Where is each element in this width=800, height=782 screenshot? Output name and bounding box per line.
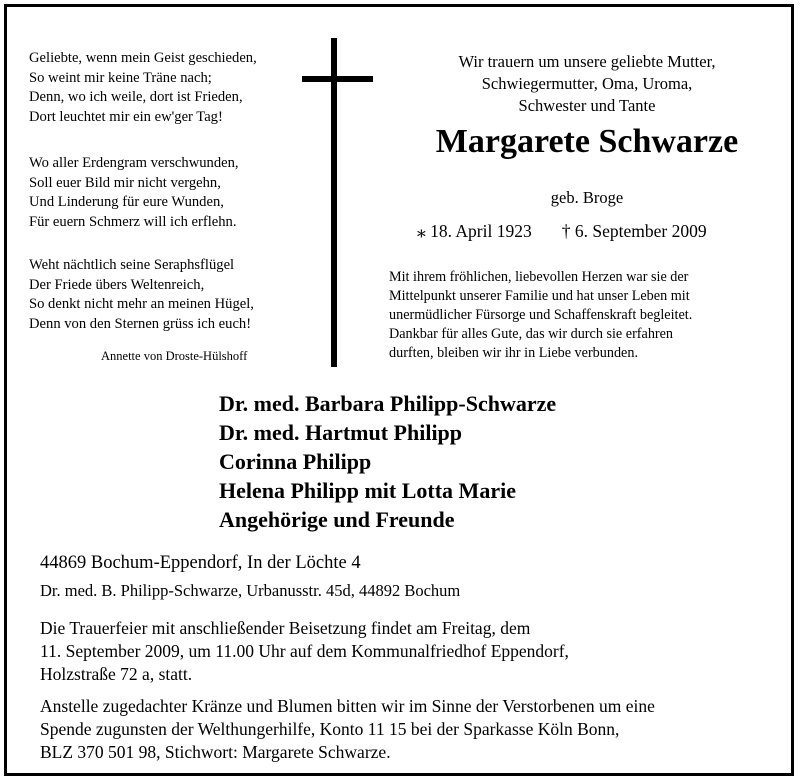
mourner-name: Dr. med. Barbara Philipp-Schwarze (219, 391, 557, 416)
poem-line: Denn von den Sternen grüss ich euch! (29, 315, 252, 332)
mourner-name: Dr. med. Hartmut Philipp (219, 420, 463, 445)
address-secondary: Dr. med. B. Philipp-Schwarze, Urbanusstr. 45d, 44892 Bochum (40, 581, 461, 600)
life-dates (417, 221, 707, 242)
service-line: Holzstraße 72 a, statt. (40, 664, 193, 684)
cross-vertical-bar (331, 38, 337, 367)
poem-line: So weint mir keine Träne nach; (29, 69, 212, 86)
birth-date: ⁎ 18. April 1923 (417, 221, 532, 241)
poem-stanza-2 (29, 154, 239, 232)
intro-line: Schwester und Tante (518, 96, 656, 115)
mourner-name: Corinna Philipp (219, 449, 372, 474)
obituary-frame (4, 4, 794, 776)
address-primary: 44869 Bochum-Eppendorf, In der Löchte 4 (40, 553, 361, 573)
mourning-intro (387, 51, 787, 117)
tribute-line: Mit ihrem fröhlichen, liebevollen Herzen war sie der (389, 269, 689, 285)
intro-line: Wir trauern um unsere geliebte Mutter, (458, 52, 716, 71)
donation-line: BLZ 370 501 98, Stichwort: Margarete Schwarze. (40, 742, 391, 762)
poem-author: Annette von Droste-Hülshoff (101, 349, 248, 363)
funeral-service-info (40, 617, 569, 686)
cross-horizontal-bar (302, 76, 373, 82)
intro-line: Schwiegermutter, Oma, Uroma, (481, 74, 693, 93)
donation-line: Spende zugunsten der Welthungerhilfe, Konto 11 15 bei der Sparkasse Köln Bonn, (40, 719, 620, 739)
mourner-name: Angehörige und Freunde (219, 507, 455, 532)
poem-stanza-3 (29, 256, 254, 334)
service-line: 11. September 2009, um 11.00 Uhr auf dem Kommunalfriedhof Eppendorf, (40, 641, 569, 661)
maiden-name: geb. Broge (550, 188, 624, 207)
poem-line: Denn, wo ich weile, dort ist Frieden, (29, 89, 243, 105)
deceased-name: Margarete Schwarze (435, 123, 739, 160)
poem-line: So denkt nicht mehr an meinen Hügel, (29, 296, 254, 312)
tribute-line: Mittelpunkt unserer Familie und hat unser Leben mit (389, 288, 690, 304)
death-date: † 6. September 2009 (561, 221, 707, 241)
poem-stanza-1 (29, 49, 257, 127)
poem-line: Wo aller Erdengram verschwunden, (29, 155, 239, 171)
poem-line: Geliebte, wenn mein Geist geschieden, (29, 50, 257, 66)
tribute-line: Dankbar für alles Gute, das wir durch sie erfahren (389, 326, 674, 342)
poem-line: Weht nächtlich seine Seraphsflügel (29, 257, 235, 273)
donation-request (40, 695, 655, 764)
tribute-text (389, 268, 692, 363)
donation-line: Anstelle zugedachter Kränze und Blumen bitten wir im Sinne der Verstorbenen um eine (40, 696, 655, 716)
poem-line: Für euern Schmerz will ich erflehn. (29, 213, 237, 230)
poem-line: Der Friede übers Weltenreich, (29, 276, 205, 293)
mourner-name: Helena Philipp mit Lotta Marie (219, 478, 516, 503)
poem-line: Und Linderung für eure Wunden, (29, 194, 224, 210)
tribute-line: durften, bleiben wir ihr in Liebe verbunden. (389, 345, 638, 361)
mourners-list (219, 389, 556, 534)
service-line: Die Trauerfeier mit anschließender Beisetzung findet am Freitag, dem (40, 618, 531, 638)
tribute-line: unermüdlicher Fürsorge und Schaffenskraft begleitet. (389, 307, 693, 323)
poem-line: Dort leuchtet mir ein ew'ger Tag! (29, 108, 223, 125)
poem-line: Soll euer Bild mir nicht vergehn, (29, 174, 221, 191)
